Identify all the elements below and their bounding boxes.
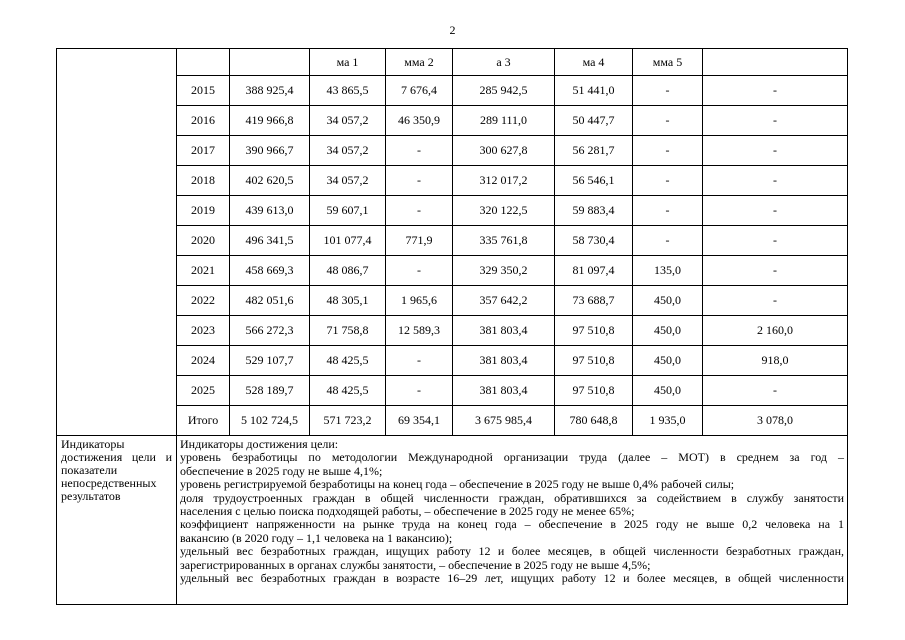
value-cell: 458 669,3	[230, 256, 310, 286]
value-cell: 450,0	[633, 376, 703, 406]
indicators-row	[57, 436, 848, 605]
value-cell: 390 966,7	[230, 136, 310, 166]
value-cell: 48 425,5	[310, 346, 386, 376]
value-cell: -	[633, 226, 703, 256]
header-cell: ма 1	[310, 49, 386, 76]
value-cell: -	[703, 376, 848, 406]
value-cell: 496 341,5	[230, 226, 310, 256]
value-cell: 566 272,3	[230, 316, 310, 346]
value-cell: 357 642,2	[453, 286, 555, 316]
value-cell: -	[703, 76, 848, 106]
value-cell: 56 546,1	[555, 166, 633, 196]
value-cell: 12 589,3	[386, 316, 453, 346]
indicator-line: населения с целью поиска подходящей работы, – обеспечение в 2025 году не менее 65%;	[180, 504, 635, 519]
value-cell: -	[386, 346, 453, 376]
value-cell: -	[633, 166, 703, 196]
value-cell: -	[633, 196, 703, 226]
indicator-line: уровень регистрируемой безработицы на конец года – обеспечение в 2025 году не выше 0,4% рабочей силы;	[180, 477, 735, 492]
value-cell: 529 107,7	[230, 346, 310, 376]
value-cell: 5 102 724,5	[230, 406, 310, 436]
value-cell: 46 350,9	[386, 106, 453, 136]
year-cell: 2022	[177, 286, 230, 316]
value-cell: -	[386, 136, 453, 166]
value-cell: 918,0	[703, 346, 848, 376]
value-cell: 71 758,8	[310, 316, 386, 346]
value-cell: 48 086,7	[310, 256, 386, 286]
left-blank-cell	[57, 49, 177, 436]
value-cell: 48 425,5	[310, 376, 386, 406]
year-cell: 2015	[177, 76, 230, 106]
indicator-line: удельный вес безработных граждан, ищущих работу 12 и более месяцев, в общей численности безработных граждан,	[180, 544, 844, 559]
year-cell: 2021	[177, 256, 230, 286]
header-cell: ма 4	[555, 49, 633, 76]
value-cell: -	[386, 256, 453, 286]
year-cell: 2024	[177, 346, 230, 376]
value-cell: 780 648,8	[555, 406, 633, 436]
indicators-label-line: Индикаторы	[61, 437, 125, 451]
value-cell: 59 883,4	[555, 196, 633, 226]
value-cell: 69 354,1	[386, 406, 453, 436]
page-number: 2	[449, 23, 456, 37]
value-cell: -	[633, 136, 703, 166]
value-cell: -	[703, 256, 848, 286]
value-cell: 58 730,4	[555, 226, 633, 256]
value-cell: 300 627,8	[453, 136, 555, 166]
value-cell: 135,0	[633, 256, 703, 286]
indicators-label-line: достижения цели и	[61, 450, 172, 464]
indicator-line: обеспечение в 2025 году не выше 4,1%;	[180, 463, 383, 478]
value-cell: 320 122,5	[453, 196, 555, 226]
indicators-label-line: показатели	[61, 463, 118, 477]
value-cell: 402 620,5	[230, 166, 310, 196]
indicators-label-line: результатов	[61, 489, 121, 503]
value-cell: -	[633, 106, 703, 136]
value-cell: 51 441,0	[555, 76, 633, 106]
indicator-line: коэффициент напряженности на рынке труда на конец года – обеспечение в 2025 году не выше 0,2 человека на 1	[180, 517, 844, 532]
value-cell: 571 723,2	[310, 406, 386, 436]
value-cell: 335 761,8	[453, 226, 555, 256]
indicator-line: уровень безработицы по методологии Международной организации труда (далее – МОТ) в среднем за год –	[180, 450, 844, 465]
indicators-text	[177, 436, 848, 605]
value-cell: -	[703, 166, 848, 196]
value-cell: 1 965,6	[386, 286, 453, 316]
value-cell: -	[386, 166, 453, 196]
value-cell: 7 676,4	[386, 76, 453, 106]
year-cell: 2020	[177, 226, 230, 256]
value-cell: -	[703, 196, 848, 226]
value-cell: 1 935,0	[633, 406, 703, 436]
indicator-line: зарегистрированных в органах службы занятости, – обеспечение в 2025 году не выше 4,5%;	[180, 557, 651, 572]
value-cell: 101 077,4	[310, 226, 386, 256]
value-cell: -	[703, 286, 848, 316]
header-row	[57, 49, 848, 76]
value-cell: -	[386, 376, 453, 406]
year-cell: 2017	[177, 136, 230, 166]
value-cell: 771,9	[386, 226, 453, 256]
value-cell: 2 160,0	[703, 316, 848, 346]
value-cell: 439 613,0	[230, 196, 310, 226]
value-cell: 381 803,4	[453, 376, 555, 406]
year-cell: Итого	[177, 406, 230, 436]
indicator-line: доля трудоустроенных граждан в общей численности граждан, обратившихся за содействием в службу занятости	[180, 490, 844, 505]
value-cell: 34 057,2	[310, 136, 386, 166]
value-cell: 34 057,2	[310, 106, 386, 136]
value-cell: 73 688,7	[555, 286, 633, 316]
value-cell: 381 803,4	[453, 316, 555, 346]
indicator-line: Индикаторы достижения цели:	[180, 437, 339, 451]
value-cell: 450,0	[633, 316, 703, 346]
value-cell: 48 305,1	[310, 286, 386, 316]
value-cell: 450,0	[633, 286, 703, 316]
year-cell: 2019	[177, 196, 230, 226]
year-cell: 2018	[177, 166, 230, 196]
year-cell: 2025	[177, 376, 230, 406]
header-cell: мма 5	[633, 49, 703, 76]
value-cell: 97 510,8	[555, 346, 633, 376]
value-cell: 34 057,2	[310, 166, 386, 196]
year-cell: 2023	[177, 316, 230, 346]
value-cell: 3 675 985,4	[453, 406, 555, 436]
header-cell	[177, 49, 230, 76]
value-cell: -	[386, 196, 453, 226]
year-cell: 2016	[177, 106, 230, 136]
header-cell	[703, 49, 848, 76]
value-cell: 388 925,4	[230, 76, 310, 106]
program-table	[56, 48, 848, 605]
value-cell: -	[703, 136, 848, 166]
value-cell: -	[703, 226, 848, 256]
value-cell: 482 051,6	[230, 286, 310, 316]
value-cell: 419 966,8	[230, 106, 310, 136]
value-cell: 56 281,7	[555, 136, 633, 166]
header-cell: а 3	[453, 49, 555, 76]
header-cell: мма 2	[386, 49, 453, 76]
value-cell: 450,0	[633, 346, 703, 376]
indicators-label-line: непосредственных	[61, 476, 157, 490]
value-cell: -	[703, 106, 848, 136]
value-cell: 312 017,2	[453, 166, 555, 196]
indicator-line: вакансию (в 2020 году – 1,1 человека на 1 вакансию);	[180, 530, 453, 545]
indicator-line: удельный вес безработных граждан в возрасте 16–29 лет, ищущих работу 12 и более месяцев, в общей численности	[180, 571, 844, 586]
value-cell: 528 189,7	[230, 376, 310, 406]
value-cell: 3 078,0	[703, 406, 848, 436]
value-cell: 43 865,5	[310, 76, 386, 106]
value-cell: 381 803,4	[453, 346, 555, 376]
indicators-label	[57, 436, 177, 605]
value-cell: 81 097,4	[555, 256, 633, 286]
value-cell: -	[633, 76, 703, 106]
value-cell: 97 510,8	[555, 316, 633, 346]
value-cell: 289 111,0	[453, 106, 555, 136]
header-cell	[230, 49, 310, 76]
value-cell: 329 350,2	[453, 256, 555, 286]
value-cell: 50 447,7	[555, 106, 633, 136]
value-cell: 59 607,1	[310, 196, 386, 226]
value-cell: 97 510,8	[555, 376, 633, 406]
value-cell: 285 942,5	[453, 76, 555, 106]
